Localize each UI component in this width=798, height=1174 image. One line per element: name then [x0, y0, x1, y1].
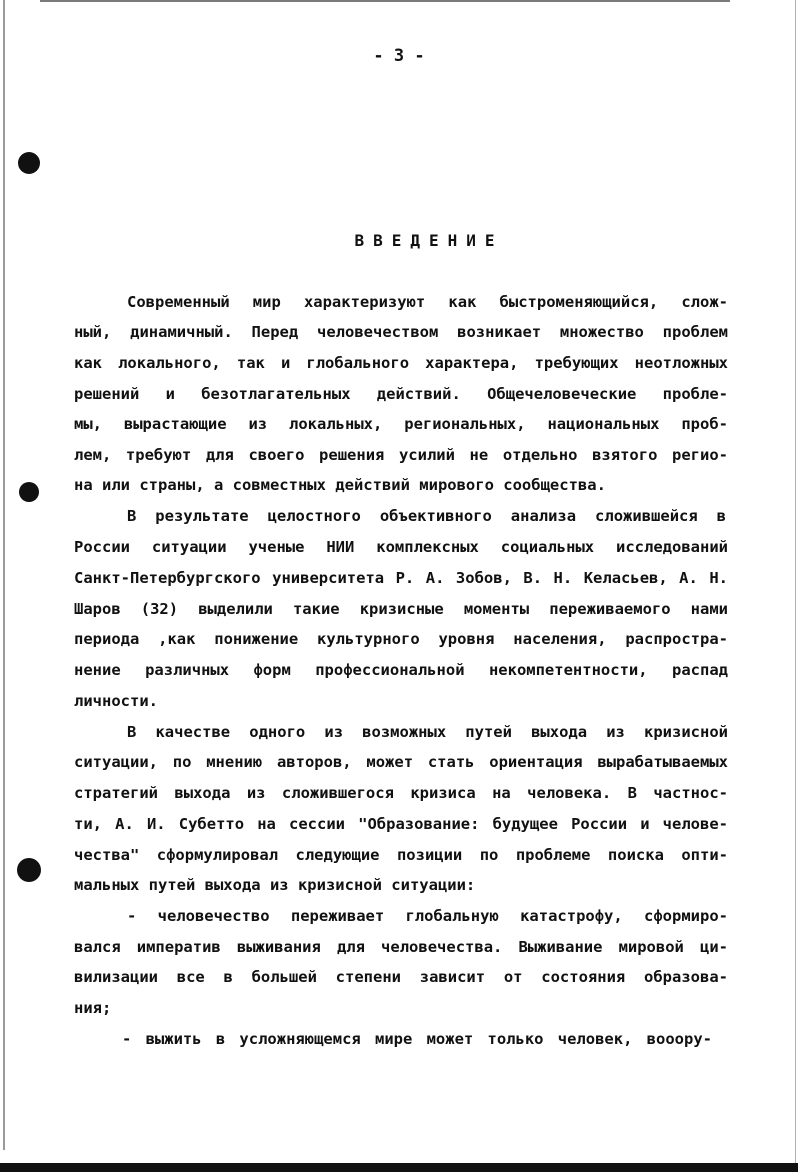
text-line: чества" сформулировал следующие позиции по проблеме поиска опти-	[74, 846, 728, 864]
text-line: Современный мир характеризуют как быстроменяющийся, слож-	[127, 293, 728, 311]
text-line: ния;	[74, 999, 112, 1017]
scan-top-edge	[40, 0, 730, 2]
text-line: ситуации, по мнению авторов, может стать ориентация вырабатываемых	[74, 753, 728, 771]
text-line: лем, требуют для своего решения усилий не отдельно взятого регио-	[74, 446, 728, 464]
punch-hole-top	[18, 152, 40, 174]
text-line: Санкт-Петербургского университета Р. А. Зобов, В. Н. Келасьев, А. Н.	[74, 569, 728, 587]
text-line: вался императив выживания для человечества. Выживание мировой ци-	[74, 938, 728, 956]
text-line: решений и безотлагательных действий. Общечеловеческие пробле-	[74, 385, 728, 403]
punch-hole-middle	[19, 482, 39, 502]
text-line: В результате целостного объективного анализа сложившейся в	[127, 507, 726, 525]
scan-right-edge	[795, 0, 796, 1170]
scan-bottom-edge	[0, 1163, 798, 1172]
text-line: ный, динамичный. Перед человечеством возникает множество проблем	[74, 323, 728, 341]
page-number: - 3 -	[373, 46, 425, 66]
text-line: вилизации все в большей степени зависит от состояния образова-	[74, 968, 728, 986]
text-line: периода ,как понижение культурного уровня населения, распростра-	[74, 630, 728, 648]
text-line: Шаров (32) выделили такие кризисные моменты переживаемого нами	[74, 600, 728, 618]
punch-hole-bottom	[17, 858, 41, 882]
text-line: мы, вырастающие из локальных, региональных, национальных проб-	[74, 415, 728, 433]
text-line: ти, А. И. Субетто на сессии "Образование: будущее России и челове-	[74, 815, 728, 833]
text-line: В качестве одного из возможных путей выхода из кризисной	[127, 723, 728, 741]
list-item-line: - человечество переживает глобальную катастрофу, сформиро-	[127, 907, 728, 925]
section-title: ВВЕДЕНИЕ	[354, 231, 504, 250]
text-line: на или страны, а совместных действий мирового сообщества.	[74, 476, 606, 494]
text-line: личности.	[74, 692, 158, 710]
list-item-line: - выжить в усложняющемся мире может только человек, вооору-	[122, 1030, 712, 1048]
text-line: России ситуации ученые НИИ комплексных социальных исследований	[74, 538, 728, 556]
text-line: нение различных форм профессиональной некомпетентности, распад	[74, 661, 728, 679]
text-line: мальных путей выхода из кризисной ситуации:	[74, 876, 476, 894]
text-line: стратегий выхода из сложившегося кризиса на человека. В частнос-	[74, 784, 728, 802]
text-line: как локального, так и глобального характера, требующих неотложных	[74, 354, 728, 372]
scan-left-edge	[3, 0, 5, 1150]
